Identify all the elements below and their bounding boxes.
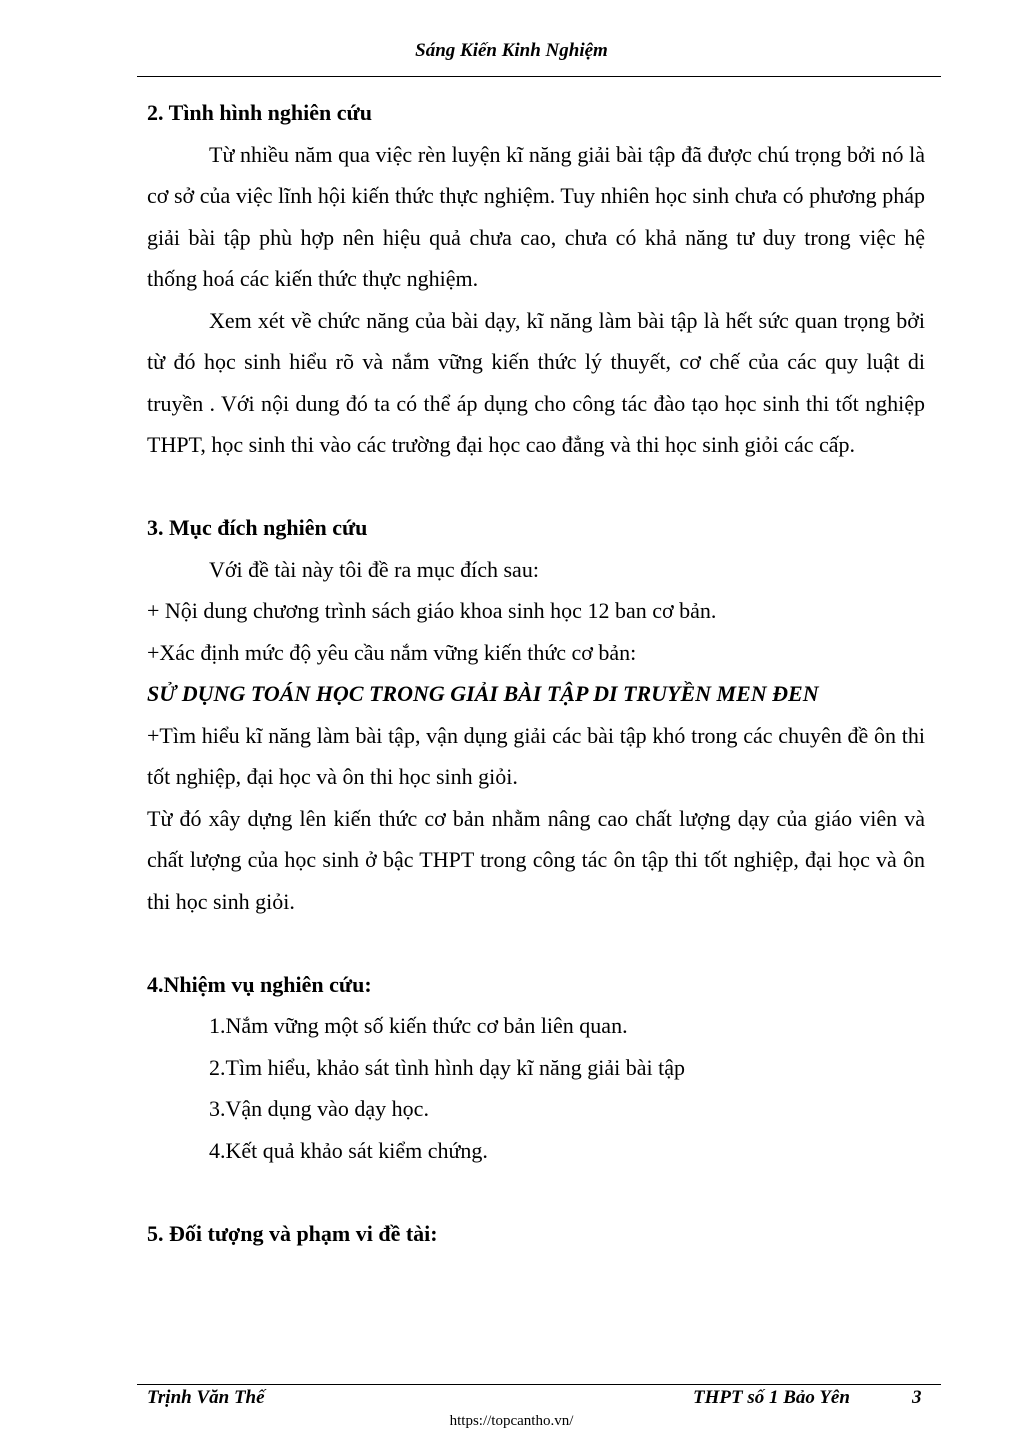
section-3-conclusion: Từ đó xây dựng lên kiến thức cơ bản nhằm nâng cao chất lượng dạy của giáo viên và chất lượng của học sinh ở bậc THPT trong công tác ôn tập thi tốt nghiệp, đại học và ôn thi học sinh giỏi. xyxy=(147,805,925,914)
section-4-heading: 4.Nhiệm vụ nghiên cứu: xyxy=(147,971,372,997)
spacer xyxy=(147,922,925,964)
section-2-paragraph-2: Xem xét về chức năng của bài dạy, kĩ năng làm bài tập là hết sức quan trọng bởi từ đó học sinh hiểu rõ và nắm vững kiến thức lý thuyết, cơ chế của các quy luật di truyền . Với nội dung đó ta có thể áp dụng cho công tác đào tạo học sinh thi tốt nghiệp THPT, học sinh thi vào các trường đại học cao đẳng và thi học sinh giỏi các cấp. xyxy=(147,307,925,457)
spacer xyxy=(147,1171,925,1213)
section-4-item-1: 1.Nắm vững một số kiến thức cơ bản liên quan. xyxy=(209,1013,628,1038)
footer-school: THPT số 1 Bảo Yên xyxy=(693,1387,850,1408)
section-4-item-4: 4.Kết quả khảo sát kiểm chứng. xyxy=(209,1137,488,1163)
header-divider xyxy=(137,76,941,77)
page-header-title: Sáng Kiến Kinh Nghiệm xyxy=(415,40,608,61)
section-3-intro: Với đề tài này tôi đề ra mục đích sau: xyxy=(209,556,539,582)
section-3-heading: 3. Mục đích nghiên cứu xyxy=(147,515,368,540)
footer-author: Trịnh Văn Thế xyxy=(147,1387,265,1408)
spacer xyxy=(147,466,925,508)
section-2-paragraph-1: Từ nhiều năm qua việc rèn luyện kĩ năng giải bài tập đã được chú trọng bởi nó là cơ sở của việc lĩnh hội kiến thức thực nghiệm. Tuy nhiên học sinh chưa có phương pháp giải bài tập phù hợp nên hiệu quả chưa cao, chưa có khả năng tư duy trong việc hệ thống hoá các kiến thức thực nghiệm. xyxy=(147,141,925,291)
section-5-heading: 5. Đối tượng và phạm vi đề tài: xyxy=(147,1220,438,1246)
document-body xyxy=(147,92,925,1254)
section-3-item-2: +Xác định mức độ yêu cầu nắm vững kiến thức cơ bản: xyxy=(147,639,637,665)
section-2-heading: 2. Tình hình nghiên cứu xyxy=(147,100,372,125)
section-4-item-2: 2.Tìm hiểu, khảo sát tình hình dạy kĩ năng giải bài tập xyxy=(209,1054,685,1080)
section-4-item-3: 3.Vận dụng vào dạy học. xyxy=(209,1096,429,1121)
footer-divider xyxy=(137,1384,941,1385)
section-3-item-3: +Tìm hiểu kĩ năng làm bài tập, vận dụng giải các bài tập khó trong các chuyên đề ôn thi tốt nghiệp, đại học và ôn thi học sinh giỏi. xyxy=(147,722,925,789)
footer-source-url: https://topcantho.vn/ xyxy=(449,1413,574,1429)
section-3-item-1: + Nội dung chương trình sách giáo khoa sinh học 12 ban cơ bản. xyxy=(147,598,717,623)
section-3-emphasis-title: SỬ DỤNG TOÁN HỌC TRONG GIẢI BÀI TẬP DI TRUYỀN MEN ĐEN xyxy=(147,681,819,706)
footer-page-number: 3 xyxy=(912,1387,922,1408)
